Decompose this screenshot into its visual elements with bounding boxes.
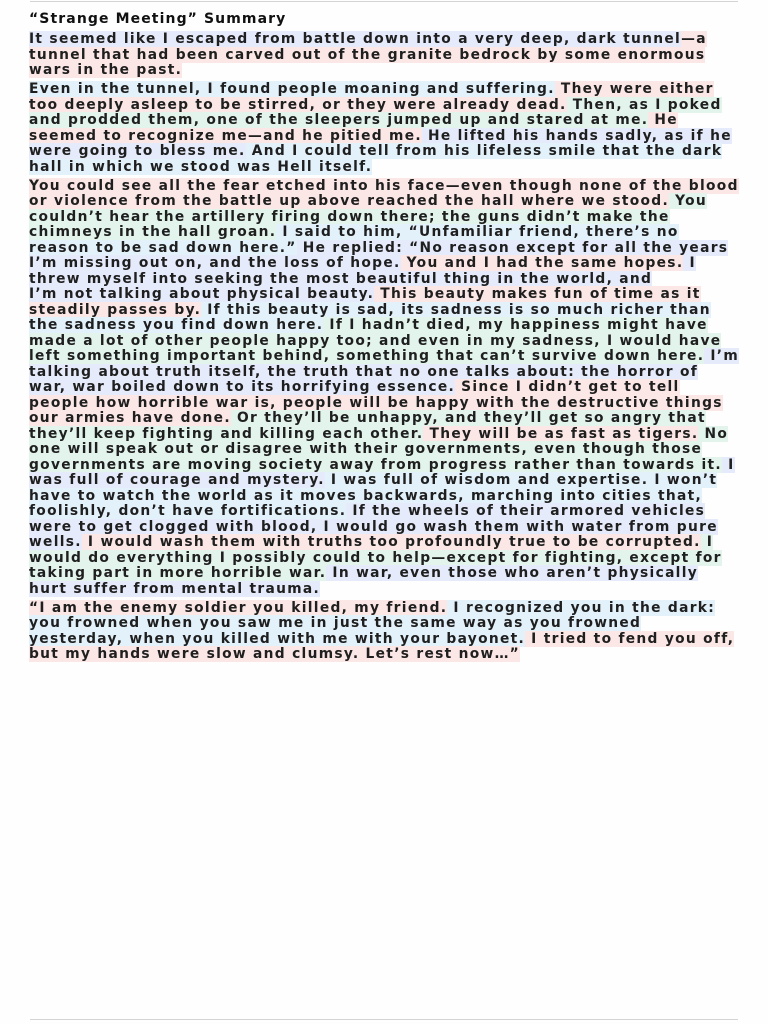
paragraph-4 (29, 601, 741, 663)
sentence: If I hadn’t died, my happiness might have made a lot of other people happy too; and even in my sadness, I would have left something important behind, something that can’t survive down here. (29, 317, 722, 364)
summary-document (29, 6, 741, 666)
sentence: He lifted his hands sadly, as if he were going to bless me. (29, 127, 732, 159)
page-title: “Strange Meeting” Summary (29, 11, 287, 27)
sentence: This beauty makes fun of time as it steadily passes by. (29, 286, 701, 318)
sentence: Then, as I poked and prodded them, one of the sleepers jumped up and stared at me. (29, 96, 722, 128)
sentence: I’m talking about truth itself, the truth that no one talks about: the horror of war, war boiled down to its horrifying essence. (29, 348, 740, 395)
sentence: And I could tell from his lifeless smile that the dark hall in which we stood was Hell itself. (29, 143, 723, 175)
sentence: I was full of wisdom and expertise. (324, 472, 649, 488)
sentence: I was full of courage and mystery. (29, 456, 735, 488)
sentence: If this beauty is sad, its sadness is so much richer than the sadness you find down here. (29, 301, 711, 333)
sentence: No one will speak out or disagree with their governments, even though those governments are moving society away from progress rather than towards it. (29, 425, 729, 473)
sentence: I would wash them with truths too profoundly true to be corrupted. (81, 534, 701, 550)
sentence: Even in the tunnel, I found people moaning and suffering. (29, 81, 555, 97)
sentence: I tried to fend you off, but my hands were slow and clumsy. Let’s rest now…” (29, 630, 735, 662)
sentence: I would do everything I possibly could to help—except for fighting, except for taking part in more horrible war. (29, 534, 722, 581)
sentence: If the wheels of their armored vehicles were to get clogged with blood, I would go wash them with water from pure wells. (29, 503, 718, 550)
paragraph-1 (29, 32, 741, 79)
sentence: He replied: “No reason except for all the years I’m missing out on, and the loss of hope. (29, 239, 729, 271)
sentence: It seemed like I escaped from battle down into a very deep, dark tunnel (29, 31, 682, 47)
paragraph-3 (29, 179, 741, 598)
sentence: They will be as fast as tigers. (423, 425, 699, 442)
sentence: You and I had the same hopes. (400, 255, 684, 271)
sentence: I won’t have to watch the world as it moves backwards, marching into cities that, foolishly, don’t have fortifications. (29, 472, 718, 519)
sentence: You could see all the fear etched into his face—even though none of the blood or violence from the battle up above reached the hall where we stood. (29, 177, 739, 209)
sentence: I said to him, “Unfamiliar friend, there’s no reason to be sad down here.” (29, 224, 679, 256)
sentence: They were either too deeply asleep to be stirred, or they were already dead. (29, 81, 714, 113)
sentence: I’m not talking about physical beauty. (29, 286, 375, 302)
sentence: He seemed to recognize me—and he pitied me. (29, 112, 678, 144)
sentence: In war, even those who aren’t physically hurt suffer from mental trauma. (29, 565, 699, 597)
sentence: Or they’ll be unhappy, and they’ll get so angry that they’ll keep fighting and killing each other. (29, 410, 706, 442)
paragraph-2 (29, 82, 741, 175)
sentence: I recognized you in the dark: you frowned when you saw me in just the same way as you frowned yesterday, when you killed with me with your bayonet. (29, 599, 716, 647)
sentence: —a tunnel that had been carved out of the granite bedrock by some enormous wars in the past. (29, 31, 707, 78)
sentence: “I am the enemy soldier you killed, my friend. (29, 599, 448, 616)
sentence: You couldn’t hear the artillery firing down there; the guns didn’t make the chimneys in the hall groan. (29, 193, 708, 240)
bottom-divider (30, 1019, 738, 1020)
top-divider (30, 1, 738, 2)
sentence: I threw myself into seeking the most beautiful thing in the world, and (29, 255, 696, 287)
sentence: Since I didn’t get to tell people how horrible war is, people will be happy with the destructive things our armies have done. (29, 379, 723, 426)
